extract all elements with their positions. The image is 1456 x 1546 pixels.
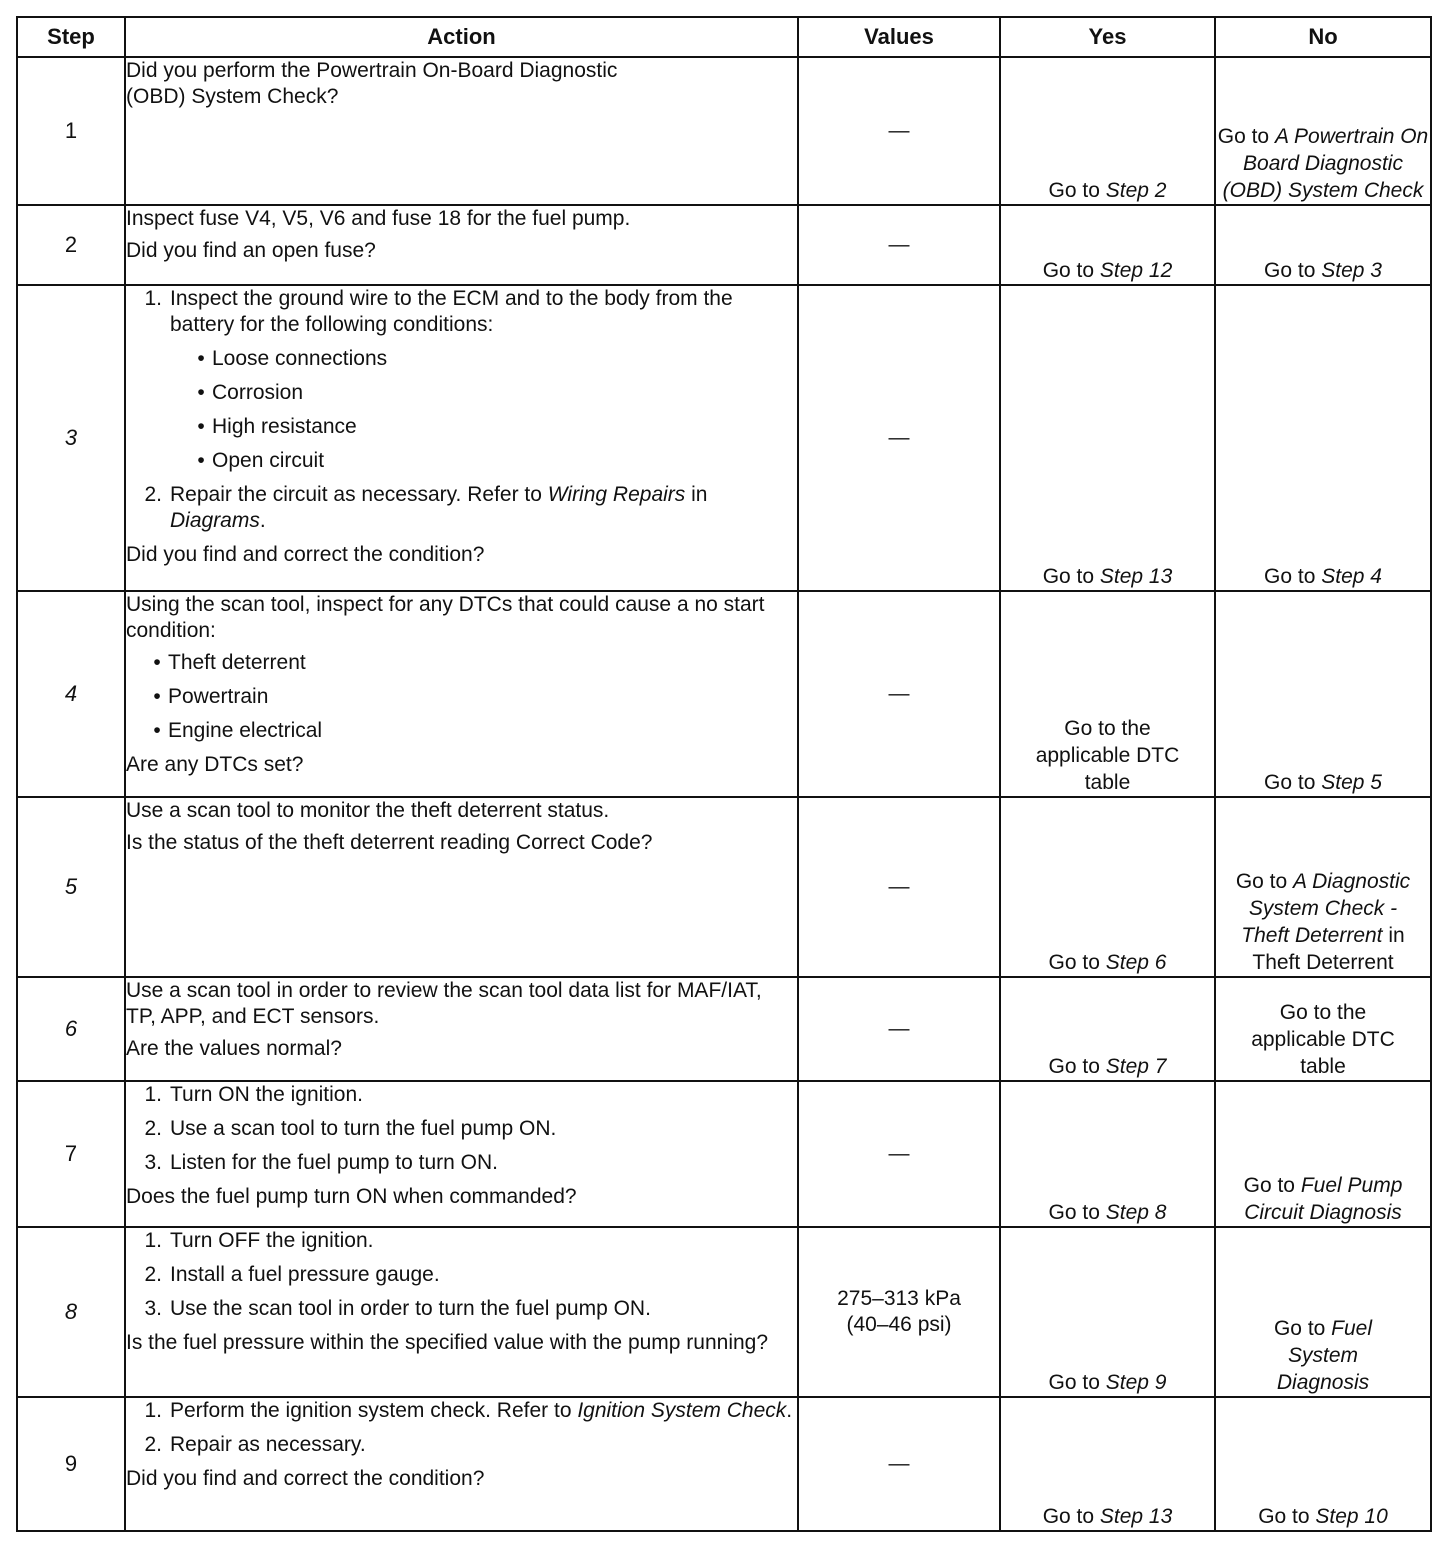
yes-cell[interactable]: Go to the applicable DTC table [1000, 591, 1215, 797]
action-line: Use a scan tool in order to review the scan tool data list for MAF/IAT, TP, APP, and ECT sensors. [126, 979, 762, 1028]
action-cell [125, 205, 798, 285]
table-row [17, 57, 1431, 205]
item-text-part: . [259, 509, 266, 532]
yes-cell [1000, 57, 1215, 205]
item-text [170, 482, 797, 534]
action-question: Is the status of the theft deterrent reading Correct Code? [126, 831, 653, 854]
item-text: Turn OFF the ignition. [170, 1229, 374, 1252]
numbered-item [126, 1116, 797, 1142]
item-text: Repair as necessary. [170, 1433, 366, 1456]
table-row [17, 797, 1431, 977]
yes-cell [1000, 977, 1215, 1081]
bullet-item [126, 380, 797, 406]
no-link[interactable]: Step 10 [1315, 1505, 1388, 1528]
table-row [17, 1081, 1431, 1227]
diagrams-link[interactable]: Diagrams [170, 509, 260, 532]
no-prefix: Go to [1235, 870, 1294, 893]
no-cell[interactable]: Go to the applicable DTC table [1215, 977, 1431, 1081]
value-cell: — [798, 285, 1000, 591]
no-link[interactable]: A Diagnostic System Check - Theft Deterrent [1241, 870, 1411, 947]
no-prefix: Go to [1264, 771, 1322, 794]
numbered-item [126, 1432, 797, 1458]
table-row [17, 977, 1431, 1081]
no-cell [1215, 205, 1431, 285]
no-prefix: Go to [1273, 1317, 1332, 1340]
action-cell [125, 1397, 798, 1531]
no-cell [1215, 797, 1431, 977]
item-text-part: . [786, 1399, 793, 1422]
item-text: Use the scan tool in order to turn the fuel pump ON. [170, 1297, 651, 1320]
value-cell: — [798, 1081, 1000, 1227]
no-prefix: Go to [1258, 1505, 1316, 1528]
step-number: 7 [17, 1081, 125, 1227]
table-row [17, 591, 1431, 797]
item-text: Use a scan tool to turn the fuel pump ON. [170, 1117, 557, 1140]
bullet-text: Engine electrical [168, 719, 323, 742]
item-text: Install a fuel pressure gauge. [170, 1263, 440, 1286]
no-prefix: Go to [1217, 125, 1275, 148]
action-line: Inspect fuse V4, V5, V6 and fuse 18 for the fuel pump. [126, 207, 631, 230]
value-cell: — [798, 977, 1000, 1081]
value-cell: — [798, 57, 1000, 205]
step-number: 5 [17, 797, 125, 977]
numbered-item [126, 1262, 797, 1288]
ignition-system-check-link[interactable]: Ignition System Check [577, 1399, 787, 1422]
no-link[interactable]: Fuel System Diagnosis [1276, 1317, 1373, 1394]
numbered-item [126, 1228, 797, 1254]
bullet-item [126, 718, 797, 744]
bullet-icon: • [153, 719, 161, 742]
action-intro: Using the scan tool, inspect for any DTCs that could cause a no start condition: [126, 593, 765, 642]
value-cell: — [798, 591, 1000, 797]
header-action: Action [125, 17, 798, 57]
bullet-icon: • [197, 449, 205, 472]
numbered-item [126, 1398, 797, 1424]
value-cell: — [798, 205, 1000, 285]
bullet-item [126, 448, 797, 474]
item-number: 1. [144, 287, 162, 310]
item-text-part: Repair the circuit as necessary. Refer to [170, 483, 548, 506]
action-cell [125, 1081, 798, 1227]
step-number: 6 [17, 977, 125, 1081]
bullet-item [126, 414, 797, 440]
yes-cell [1000, 205, 1215, 285]
wiring-repairs-link[interactable]: Wiring Repairs [547, 483, 686, 506]
bullet-text: Open circuit [212, 449, 325, 472]
action-cell [125, 797, 798, 977]
no-cell [1215, 285, 1431, 591]
action-cell [125, 285, 798, 591]
yes-link[interactable]: Step 8 [1105, 1201, 1167, 1224]
no-prefix: Go to [1264, 565, 1322, 588]
item-text-part: Perform the ignition system check. Refer to [170, 1399, 578, 1422]
action-question: Does the fuel pump turn ON when commanded? [126, 1185, 577, 1208]
bullet-text: Loose connections [212, 347, 388, 370]
item-number: 3. [144, 1151, 162, 1174]
yes-prefix: Go to [1048, 1201, 1106, 1224]
table-row [17, 285, 1431, 591]
no-prefix: Go to [1264, 259, 1322, 282]
yes-cell [1000, 797, 1215, 977]
yes-prefix: Go to [1042, 1505, 1100, 1528]
bullet-item [126, 684, 797, 710]
table-row [17, 1397, 1431, 1531]
numbered-item [126, 482, 797, 534]
no-cell [1215, 1081, 1431, 1227]
action-line: Use a scan tool to monitor the theft deterrent status. [126, 799, 610, 822]
action-question: Are any DTCs set? [126, 753, 304, 776]
numbered-item [126, 286, 797, 338]
no-cell [1215, 1227, 1431, 1397]
yes-prefix: Go to [1042, 259, 1100, 282]
item-text: Inspect the ground wire to the ECM and to the body from the battery for the following conditions: [170, 287, 733, 336]
header-yes: Yes [1000, 17, 1215, 57]
action-question: Are the values normal? [126, 1037, 342, 1060]
yes-link[interactable]: Step 13 [1099, 565, 1173, 588]
item-number: 2. [144, 1263, 162, 1286]
bullet-text: Corrosion [212, 381, 304, 404]
bullet-icon: • [197, 347, 205, 370]
no-prefix: Go to [1243, 1174, 1301, 1197]
value-cell: — [798, 797, 1000, 977]
no-cell [1215, 57, 1431, 205]
yes-prefix: Go to [1042, 565, 1100, 588]
bullet-icon: • [153, 651, 161, 674]
diagnostic-table [16, 16, 1432, 1532]
bullet-item [126, 346, 797, 372]
yes-cell [1000, 1081, 1215, 1227]
bullet-icon: • [153, 685, 161, 708]
action-question: Did you find and correct the condition? [126, 1467, 485, 1490]
value-cell: — [798, 1397, 1000, 1531]
action-cell [125, 591, 798, 797]
action-cell [125, 977, 798, 1081]
yes-link[interactable]: Step 12 [1099, 259, 1173, 282]
step-number: 1 [17, 57, 125, 205]
item-text [170, 1398, 797, 1424]
no-link[interactable]: Step 3 [1321, 259, 1382, 282]
no-cell [1215, 1397, 1431, 1531]
step-number: 4 [17, 591, 125, 797]
numbered-item [126, 1150, 797, 1176]
yes-cell [1000, 1397, 1215, 1531]
step-number: 9 [17, 1397, 125, 1531]
no-cell [1215, 591, 1431, 797]
item-number: 2. [144, 483, 162, 506]
action-cell [125, 1227, 798, 1397]
value-cell [798, 1227, 1000, 1397]
item-number: 1. [144, 1083, 162, 1106]
item-number: 3. [144, 1297, 162, 1320]
item-number: 1. [144, 1399, 162, 1422]
value-psi: (40–46 psi) [846, 1313, 952, 1336]
yes-link[interactable]: Step 7 [1105, 1055, 1167, 1078]
no-link[interactable]: A Powertrain On Board Diagnostic (OBD) System Check [1222, 125, 1429, 202]
header-no: No [1215, 17, 1431, 57]
action-cell [125, 57, 798, 205]
yes-prefix: Go to [1048, 1371, 1106, 1394]
table-row [17, 1227, 1431, 1397]
table-row [17, 205, 1431, 285]
bullet-text: Theft deterrent [168, 651, 306, 674]
step-number: 8 [17, 1227, 125, 1397]
yes-link[interactable]: Step 6 [1105, 951, 1167, 974]
action-question: Did you perform the Powertrain On-Board Diagnostic (OBD) System Check? [126, 59, 618, 108]
yes-cell [1000, 285, 1215, 591]
item-text: Listen for the fuel pump to turn ON. [170, 1151, 499, 1174]
action-question: Is the fuel pressure within the specified value with the pump running? [126, 1331, 769, 1354]
yes-link[interactable]: Step 9 [1105, 1371, 1167, 1394]
no-link[interactable]: Step 4 [1321, 565, 1382, 588]
action-question: Did you find an open fuse? [126, 239, 376, 262]
bullet-item [126, 650, 797, 676]
header-values: Values [798, 17, 1000, 57]
yes-prefix: Go to [1048, 1055, 1106, 1078]
action-question: Did you find and correct the condition? [126, 543, 485, 566]
numbered-item [126, 1082, 797, 1108]
item-text: Turn ON the ignition. [170, 1083, 363, 1106]
item-number: 2. [144, 1117, 162, 1140]
bullet-text: High resistance [212, 415, 357, 438]
bullet-icon: • [197, 381, 205, 404]
header-step: Step [17, 17, 125, 57]
item-number: 1. [144, 1229, 162, 1252]
value-kpa: 275–313 kPa [837, 1287, 961, 1310]
no-link[interactable]: Fuel Pump Circuit Diagnosis [1244, 1174, 1403, 1224]
item-number: 2. [144, 1433, 162, 1456]
no-link[interactable]: Step 5 [1321, 771, 1382, 794]
bullet-icon: • [197, 415, 205, 438]
yes-link[interactable]: Step 13 [1099, 1505, 1173, 1528]
numbered-item [126, 1296, 797, 1322]
step-number: 2 [17, 205, 125, 285]
bullet-text: Powertrain [168, 685, 269, 708]
step-number: 3 [17, 285, 125, 591]
no-suffix: in Theft Deterrent [1252, 924, 1405, 974]
yes-cell [1000, 1227, 1215, 1397]
item-text-part: in [685, 483, 708, 506]
yes-prefix: Go to [1048, 179, 1106, 202]
yes-prefix: Go to [1048, 951, 1106, 974]
header-row [17, 17, 1431, 57]
yes-link[interactable]: Step 2 [1105, 179, 1167, 202]
